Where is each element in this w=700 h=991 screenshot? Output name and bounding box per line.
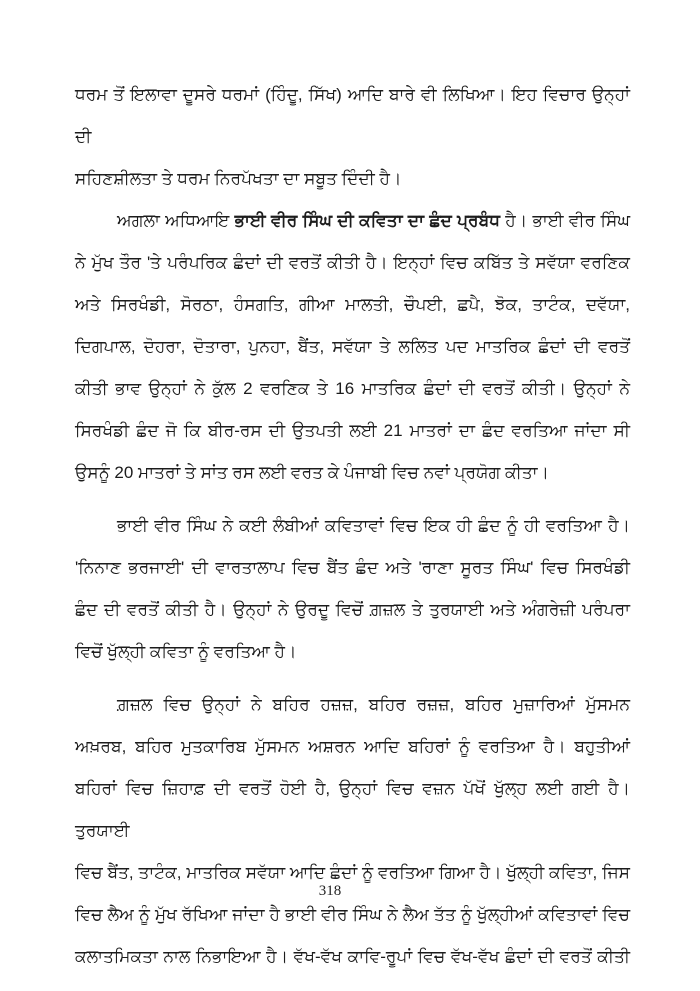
body-text: ਵਿਚੋਂ ਖੁੱਲ੍ਹੀ ਕਵਿਤਾ ਨੂੰ ਵਰਤਿਆ ਹੈ।: [75, 642, 297, 661]
text-line: [75, 368, 630, 410]
document-body: [75, 74, 630, 978]
text-line: [75, 326, 630, 368]
body-text: 'ਨਿਨਾਣ ਭਰਜਾਈ' ਦੀ ਵਾਰਤਾਲਾਪ ਵਿਚ ਬੈਂਤ ਛੰਦ ਅਤੇ 'ਰਾਣਾ ਸੂਰਤ ਸਿੰਘ' ਵਿਚ ਸਿਰਖੰਡੀ: [75, 558, 630, 577]
body-text: ਬਹਿਰਾਂ ਵਿਚ ਜ਼ਿਹਾਫ਼ ਦੀ ਵਰਤੋਂ ਹੋਈ ਹੈ, ਉਨ੍ਹਾਂ ਵਿਚ ਵਜ਼ਨ ਪੱਖੋਂ ਖੁੱਲ੍ਹ ਲਈ ਗਈ ਹੈ। ਤੁਰਯਾਈ: [75, 779, 630, 840]
body-text: ਵਿਚ ਬੈਂਤ, ਤਾਟੰਕ, ਮਾਤਰਿਕ ਸਵੱਯਾ ਆਦਿ ਛੰਦਾਂ ਨੂੰ ਵਰਤਿਆ ਗਿਆ ਹੈ। ਖੁੱਲ੍ਹੀ ਕਵਿਤਾ, ਜਿਸ: [75, 863, 630, 882]
body-text: ਅਤੇ ਸਿਰਖੰਡੀ, ਸੋਰਠਾ, ਹੰਸਗਤਿ, ਗੀਆ ਮਾਲਤੀ, ਚੌਪਈ, ਛਪੈ, ਝੋਕ, ਤਾਟੰਕ, ਦਵੱਯਾ,: [75, 295, 630, 314]
body-text: ਕੀਤੀ ਭਾਵ ਉਨ੍ਹਾਂ ਨੇ ਕੁੱਲ 2 ਵਰਣਿਕ ਤੇ 16 ਮਾਤਰਿਕ ਛੰਦਾਂ ਦੀ ਵਰਤੋਂ ਕੀਤੀ। ਉਨ੍ਹਾਂ ਨੇ: [75, 379, 630, 398]
body-text: ਭਾਈ ਵੀਰ ਸਿੰਘ ਨੇ ਕਈ ਲੰਬੀਆਂ ਕਵਿਤਾਵਾਂ ਵਿਚ ਇਕ ਹੀ ਛੰਦ ਨੂੰ ਹੀ ਵਰਤਿਆ ਹੈ।: [117, 516, 630, 535]
body-text: ਛੰਦ ਦੀ ਵਰਤੋਂ ਕੀਤੀ ਹੈ। ਉਨ੍ਹਾਂ ਨੇ ਉਰਦੂ ਵਿਚੋਂ ਗ਼ਜ਼ਲ ਤੇ ਤੁਰਯਾਈ ਅਤੇ ਅੰਗਰੇਜ਼ੀ ਪਰੰਪਰਾ: [75, 600, 630, 619]
body-text: ਦਿਗਪਾਲ, ਦੋਹਰਾ, ਦੋਤਾਰਾ, ਪੁਨਹਾ, ਬੈਂਤ, ਸਵੱਯਾ ਤੇ ਲਲਿਤ ਪਦ ਮਾਤਰਿਕ ਛੰਦਾਂ ਦੀ ਵਰਤੋਂ: [75, 337, 630, 356]
body-text: ਅਖ਼ਰਬ, ਬਹਿਰ ਮੁਤਕਾਰਿਬ ਮੁੱਸਮਨ ਅਸ਼ਰਨ ਆਦਿ ਬਹਿਰਾਂ ਨੂੰ ਵਰਤਿਆ ਹੈ। ਬਹੁਤੀਆਂ: [75, 737, 630, 756]
text-line: [75, 242, 630, 284]
bold-heading-text: ਭਾਈ ਵੀਰ ਸਿੰਘ ਦੀ ਕਵਿਤਾ ਦਾ ਛੰਦ ਪ੍ਰਬੰਧ: [234, 211, 500, 230]
body-text: ਧਰਮ ਤੋਂ ਇਲਾਵਾ ਦੂਸਰੇ ਧਰਮਾਂ (ਹਿੰਦੂ, ਸਿੱਖ) ਆਦਿ ਬਾਰੇ ਵੀ ਲਿਖਿਆ। ਇਹ ਵਿਚਾਰ ਉਨ੍ਹਾਂ ਦੀ: [75, 85, 630, 146]
text-line: [75, 74, 630, 158]
body-text: ਉਸਨੂੰ 20 ਮਾਤਰਾਂ ਤੇ ਸਾਂਤ ਰਸ ਲਈ ਵਰਤ ਕੇ ਪੰਜਾਬੀ ਵਿਚ ਨਵਾਂ ਪ੍ਰਯੋਗ ਕੀਤਾ।: [75, 463, 549, 482]
text-line: [75, 158, 630, 200]
body-text: ਸਿਰਖੰਡੀ ਛੰਦ ਜੋ ਕਿ ਬੀਰ-ਰਸ ਦੀ ਉਤਪਤੀ ਲਈ 21 ਮਾਤਰਾਂ ਦਾ ਛੰਦ ਵਰਤਿਆ ਜਾਂਦਾ ਸੀ: [75, 421, 630, 440]
paragraph: [75, 74, 630, 200]
paragraph: [75, 200, 630, 494]
text-line: [75, 936, 630, 978]
text-line: [75, 726, 630, 768]
text-line: [75, 200, 630, 242]
paragraph: [75, 684, 630, 978]
body-text: ਹੈ। ਭਾਈ ਵੀਰ ਸਿੰਘ: [499, 211, 630, 230]
body-text: ਨੇ ਮੁੱਖ ਤੌਰ 'ਤੇ ਪਰੰਪਰਿਕ ਛੰਦਾਂ ਦੀ ਵਰਤੋਂ ਕੀਤੀ ਹੈ। ਇਨ੍ਹਾਂ ਵਿਚ ਕਬਿੱਤ ਤੇ ਸਵੱਯਾ ਵਰਣਿਕ: [75, 253, 630, 272]
text-line: [75, 684, 630, 726]
body-text: ਵਿਚ ਲੈਅ ਨੂੰ ਮੁੱਖ ਰੱਖਿਆ ਜਾਂਦਾ ਹੈ ਭਾਈ ਵੀਰ ਸਿੰਘ ਨੇ ਲੈਅ ਤੱਤ ਨੂੰ ਖੁੱਲ੍ਹੀਆਂ ਕਵਿਤਾਵਾਂ ਵਿਚ: [75, 905, 630, 924]
body-text: ਗ਼ਜ਼ਲ ਵਿਚ ਉਨ੍ਹਾਂ ਨੇ ਬਹਿਰ ਹਜ਼ਜ਼, ਬਹਿਰ ਰਜ਼ਜ਼, ਬਹਿਰ ਮੁਜ਼ਾਰਿਆਂ ਮੁੱਸਮਨ: [117, 695, 630, 714]
body-text: ਸਹਿਣਸ਼ੀਲਤਾ ਤੇ ਧਰਮ ਨਿਰਪੱਖਤਾ ਦਾ ਸਬੂਤ ਦਿੰਦੀ ਹੈ।: [75, 169, 402, 188]
text-line: [75, 452, 630, 494]
paragraph: [75, 505, 630, 673]
text-line: [75, 547, 630, 589]
text-line: [75, 505, 630, 547]
body-text: ਕਲਾਤਮਿਕਤਾ ਨਾਲ ਨਿਭਾਇਆ ਹੈ। ਵੱਖ-ਵੱਖ ਕਾਵਿ-ਰੂਪਾਂ ਵਿਚ ਵੱਖ-ਵੱਖ ਛੰਦਾਂ ਦੀ ਵਰਤੋਂ ਕੀਤੀ: [75, 947, 630, 966]
text-line: [75, 768, 630, 852]
text-line: [75, 284, 630, 326]
page-number: 318: [318, 883, 342, 899]
text-line: [75, 410, 630, 452]
text-line: [75, 631, 630, 673]
body-text: ਅਗਲਾ ਅਧਿਆਇ: [117, 211, 235, 230]
text-line: [75, 589, 630, 631]
